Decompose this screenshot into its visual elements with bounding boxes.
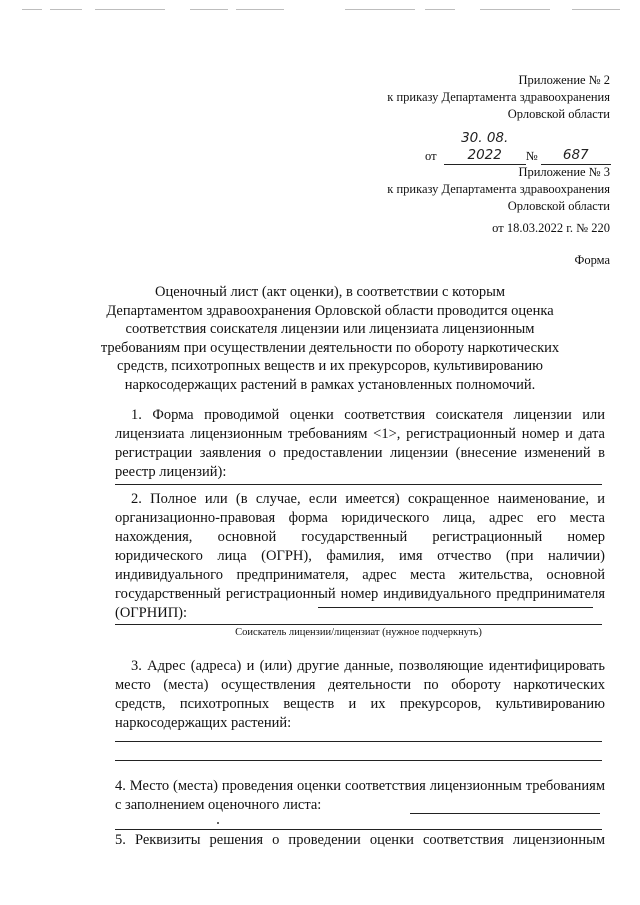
- handwritten-number: 687: [541, 147, 611, 165]
- item-4: [115, 777, 605, 815]
- scan-speck: [217, 822, 219, 824]
- item-2-text: 2. Полное или (в случае, если имеется) сокращенное наименование, и организационно-правовая форма юридического лица, адрес его места нахождения, основной государственный регистрационный номер юридического лица (ОГРН), фамилия, имя отчество (при наличии) индивидуального предпринимателя, адрес места жительства, основной государственный регистрационный номер индивидуального предпринимателя (ОГРНИП):: [115, 491, 605, 621]
- item-2-caption: Соискатель лицензии/лицензиат (нужное подчеркнуть): [235, 627, 482, 638]
- scan-artifact: [480, 9, 550, 10]
- number-prefix: №: [525, 149, 538, 163]
- item-3-fill-line-1: [115, 741, 602, 742]
- appendix2-date-line: [425, 130, 615, 165]
- title-line-2: Департаментом здравоохранения Орловской области проводится оценка: [106, 302, 554, 319]
- title-line-4: требованиям при осуществлении деятельности по обороту наркотических: [100, 339, 560, 356]
- item-3-fill-line-2: [115, 760, 602, 761]
- appendix2-title: Приложение № 2: [518, 73, 610, 87]
- scan-artifact: [95, 9, 165, 10]
- appendix2-order: к приказу Департамента здравоохранения: [387, 90, 610, 104]
- document-title: [80, 283, 580, 394]
- item-1: [115, 406, 605, 482]
- form-label: Форма: [574, 253, 610, 267]
- appendix3-order: к приказу Департамента здравоохранения: [387, 182, 610, 196]
- appendix3-date: от 18.03.2022 г. № 220: [492, 221, 610, 235]
- scan-artifact: [22, 9, 42, 10]
- item-1-fill-line: [115, 484, 602, 485]
- title-line-6: наркосодержащих растений в рамках установленных полномочий.: [124, 376, 536, 393]
- date-prefix: от: [425, 149, 437, 163]
- item-5: [115, 831, 605, 850]
- scan-artifact: [190, 9, 228, 10]
- item-2-fill-line: [115, 624, 602, 625]
- item-4-fill-line-inline: [410, 813, 600, 814]
- handwritten-date: 30. 08. 2022: [444, 130, 526, 165]
- scan-artifact: [425, 9, 455, 10]
- scan-artifact: [572, 9, 620, 10]
- scan-artifact: [236, 9, 284, 10]
- appendix3-block: [290, 164, 610, 215]
- appendix3-region: Орловской области: [507, 199, 610, 213]
- title-line-5: средств, психотропных веществ и их прекурсоров, культивированию: [117, 358, 543, 374]
- item-4-fill-line: [115, 829, 602, 830]
- appendix3-title: Приложение № 3: [518, 165, 610, 179]
- title-line-1: Оценочный лист (акт оценки), в соответствии с которым: [154, 284, 506, 300]
- appendix2-region: Орловской области: [507, 107, 610, 121]
- item-5-text: 5. Реквизиты решения о проведении оценки соответствия лицензионным: [115, 832, 605, 848]
- item-4-text: 4. Место (места) проведения оценки соответствия лицензионным требованиям с заполнением оценочного листа:: [115, 778, 605, 813]
- scan-artifact: [50, 9, 82, 10]
- item-2: [115, 490, 605, 623]
- appendix2-block: [290, 72, 610, 123]
- item-2-fill-line-inline: [318, 607, 593, 608]
- item-3-text: 3. Адрес (адреса) и (или) другие данные, позволяющие идентифицировать место (места) осуществления деятельности по обороту наркотических средств, психотропных веществ и их прекурсоров, культивированию наркосодержащих растений:: [115, 658, 605, 731]
- title-line-3: соответствия соискателя лицензии или лицензиата лицензионным: [125, 321, 535, 337]
- item-3: [115, 657, 605, 733]
- scan-artifact: [345, 9, 415, 10]
- item-1-text: 1. Форма проводимой оценки соответствия соискателя лицензии или лицензиата лицензионным требованиям <1>, регистрационный номер и дата регистрации заявления о предоставлении лицензии (внесение изменений в реестр лицензий):: [115, 407, 605, 480]
